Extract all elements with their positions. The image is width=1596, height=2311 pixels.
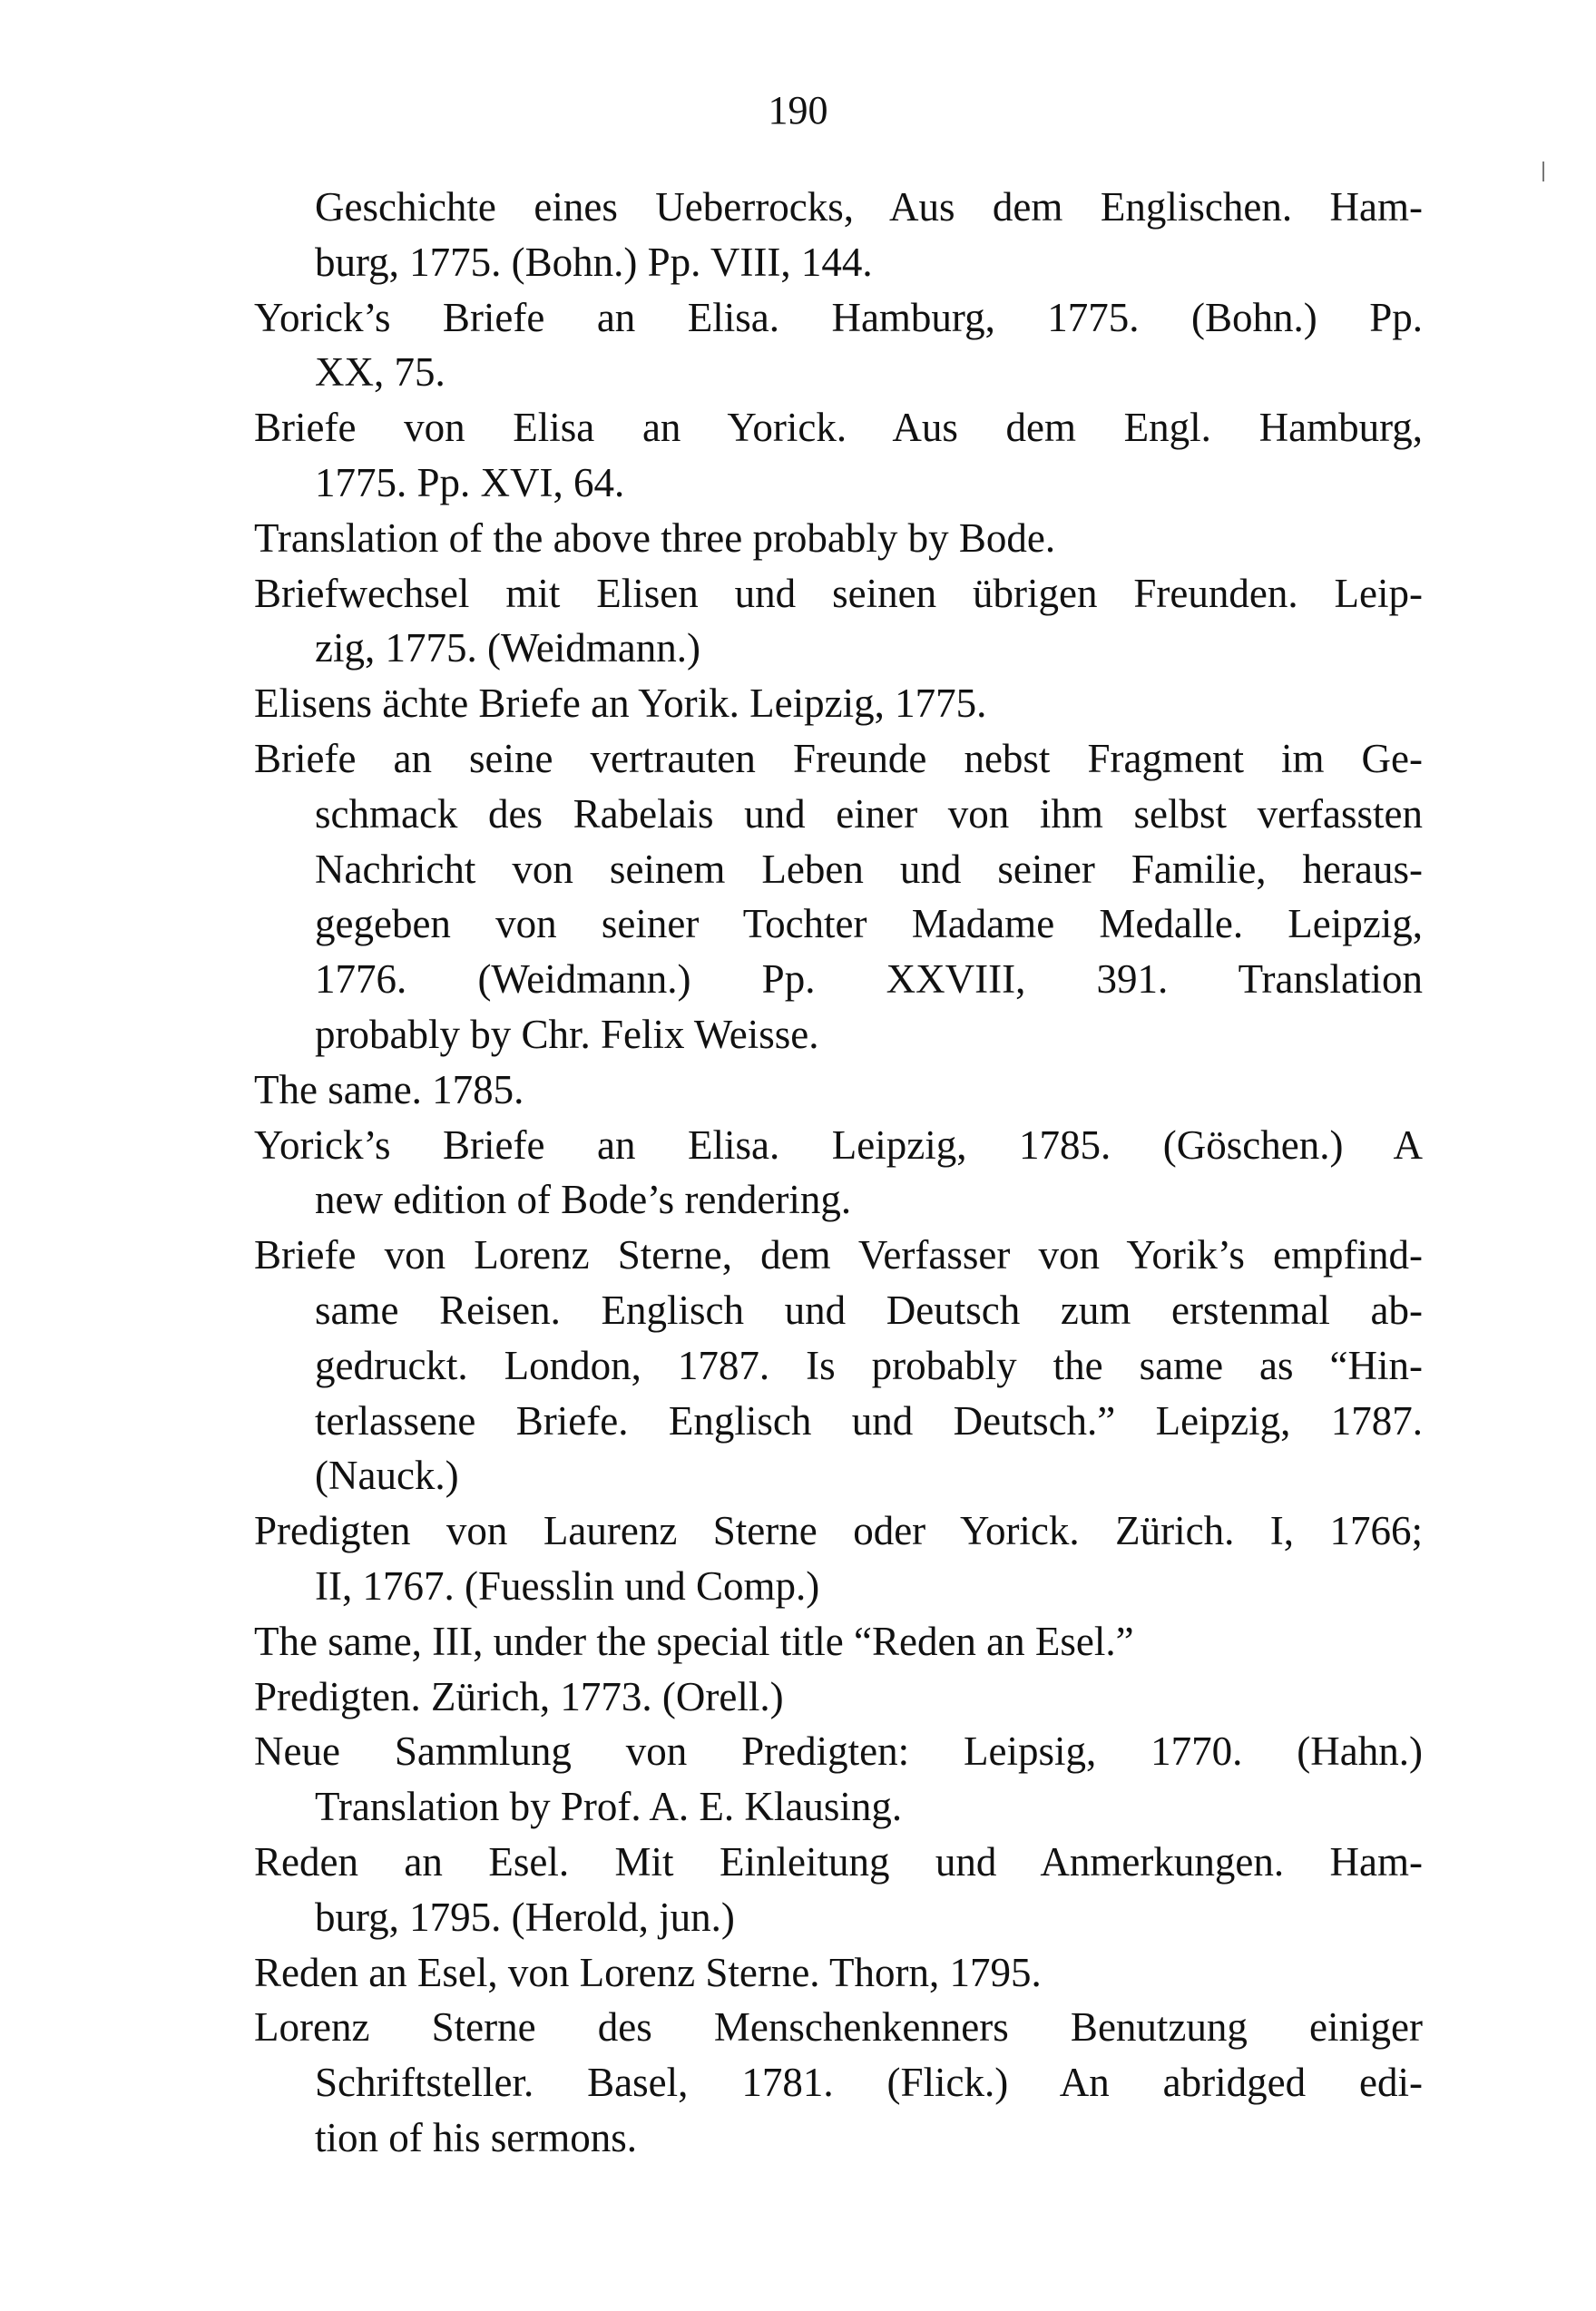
margin-mark xyxy=(1542,162,1544,181)
entry-line: Translation of the above three probably by Bode. xyxy=(254,514,1056,561)
bibliography-entry xyxy=(254,180,1423,290)
bibliography-entry xyxy=(254,1724,1423,1835)
entry-line: tion of his sermons. xyxy=(315,2114,637,2160)
entry-line: Reden an Esel. Mit Einleitung und Anmerkungen. Ham- xyxy=(254,1838,1423,1885)
entry-line: probably by Chr. Felix Weisse. xyxy=(315,1011,819,1057)
page-number: 190 xyxy=(768,88,828,132)
entry-line: burg, 1795. (Herold, jun.) xyxy=(315,1894,735,1940)
entry-line: Yorick’s Briefe an Elisa. Hamburg, 1775. (Bohn.) Pp. xyxy=(254,294,1423,340)
bibliography-entry xyxy=(254,1945,1423,2001)
entry-line: The same, III, under the special title “Reden an Esel.” xyxy=(254,1618,1134,1664)
entry-line: Predigten. Zürich, 1773. (Orell.) xyxy=(254,1673,784,1719)
bibliography-entry xyxy=(254,731,1423,1062)
entry-line: Schriftsteller. Basel, 1781. (Flick.) An abridged edi- xyxy=(315,2060,1423,2106)
entry-line: Predigten von Laurenz Sterne oder Yorick. Zürich. I, 1766; xyxy=(254,1508,1423,1554)
entry-line: Lorenz Sterne des Menschenkenners Benutzung einiger xyxy=(254,2004,1423,2051)
bibliography-entry xyxy=(254,1062,1423,1118)
entry-line: Reden an Esel, von Lorenz Sterne. Thorn, 1795. xyxy=(254,1949,1042,1995)
bibliography-entry xyxy=(254,1835,1423,1945)
bibliography-entry xyxy=(254,290,1423,401)
bibliography-entry xyxy=(254,2000,1423,2165)
entry-line: zig, 1775. (Weidmann.) xyxy=(315,625,701,671)
bibliography-entry xyxy=(254,1670,1423,1725)
entry-line: Yorick’s Briefe an Elisa. Leipzig, 1785. (Göschen.) A xyxy=(254,1121,1423,1168)
entry-line: schmack des Rabelais und einer von ihm selbst verfassten xyxy=(315,790,1423,837)
entry-line: Geschichte eines Ueberrocks, Aus dem Englischen. Ham- xyxy=(315,184,1423,230)
entry-line: Nachricht von seinem Leben und seiner Familie, heraus- xyxy=(315,846,1423,892)
entry-line: Briefe von Elisa an Yorick. Aus dem Engl. Hamburg, xyxy=(254,405,1423,451)
entry-line: II, 1767. (Fuesslin und Comp.) xyxy=(315,1562,820,1609)
entry-line: Translation by Prof. A. E. Klausing. xyxy=(315,1784,903,1830)
entry-line: burg, 1775. (Bohn.) Pp. VIII, 144. xyxy=(315,239,873,285)
entry-line: gedruckt. London, 1787. Is probably the same as “Hin- xyxy=(315,1342,1423,1388)
bibliography-entry xyxy=(254,676,1423,731)
bibliography-entry xyxy=(254,1614,1423,1670)
entry-line: (Nauck.) xyxy=(315,1453,459,1499)
entry-line: XX, 75. xyxy=(315,349,446,396)
entry-line: Briefe an seine vertrauten Freunde nebst Fragment im Ge- xyxy=(254,735,1423,781)
entry-line: new edition of Bode’s rendering. xyxy=(315,1177,852,1223)
entry-line: terlassene Briefe. Englisch und Deutsch.” Leipzig, 1787. xyxy=(315,1397,1423,1444)
bibliography-entry xyxy=(254,1503,1423,1614)
entry-line: Briefwechsel mit Elisen und seinen übrigen Freunden. Leip- xyxy=(254,570,1423,616)
entry-line: Elisens ächte Briefe an Yorik. Leipzig, 1775. xyxy=(254,681,987,727)
bibliography-entry xyxy=(254,566,1423,677)
bibliography-entry xyxy=(254,1118,1423,1229)
entry-line: gegeben von seiner Tochter Madame Medalle. Leipzig, xyxy=(315,901,1423,947)
bibliography-entry xyxy=(254,1228,1423,1503)
entry-line: Briefe von Lorenz Sterne, dem Verfasser von Yorik’s empfind- xyxy=(254,1232,1423,1278)
entry-line: 1776. (Weidmann.) Pp. XXVIII, 391. Translation xyxy=(315,956,1423,1003)
entry-line: same Reisen. Englisch und Deutsch zum erstenmal ab- xyxy=(315,1287,1423,1333)
entry-line: The same. 1785. xyxy=(254,1066,524,1112)
bibliography-entry xyxy=(254,400,1423,511)
bibliography-entry xyxy=(254,511,1423,566)
entry-line: 1775. Pp. XVI, 64. xyxy=(315,459,625,505)
bibliography-list xyxy=(254,180,1423,2166)
entry-line: Neue Sammlung von Predigten: Leipsig, 1770. (Hahn.) xyxy=(254,1728,1423,1775)
